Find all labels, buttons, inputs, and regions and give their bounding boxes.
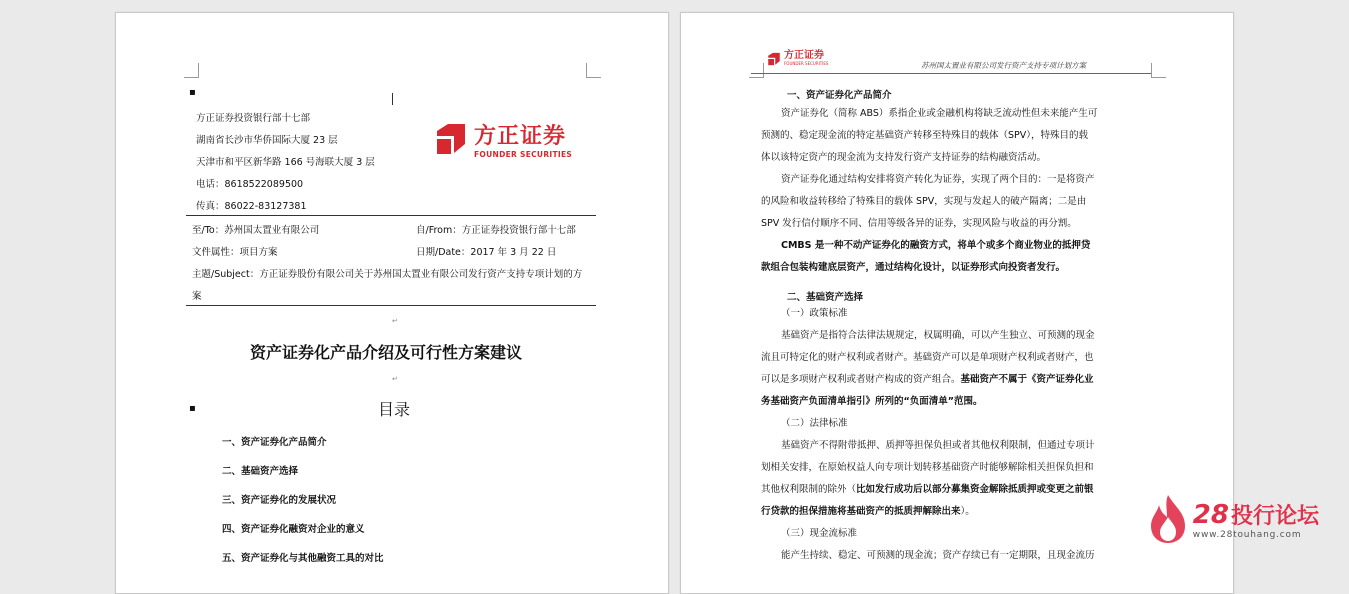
memo-subject-line-2: 案 [192, 291, 202, 302]
body-paragraph-asset-selection [761, 303, 1095, 567]
memo-subject-line-1: 主题/Subject：方正证券股份有限公司关于苏州国太置业有限公司发行资产支持专项计划的方 [192, 269, 583, 280]
paragraph-mark: ↵ [392, 375, 398, 383]
text-line: CMBS 是一种不动产证券化的融资方式，将单个或多个商业物业的抵押贷 [781, 240, 1091, 251]
document-page-1[interactable] [115, 12, 669, 594]
header-logo-cn: 方正证券 [784, 50, 824, 61]
letterhead-divider [186, 215, 596, 216]
text-span: 其他权利限制的除外（ [761, 484, 857, 495]
running-header-text: 苏州国太置业有限公司发行资产支持专项计划方案 [921, 61, 1086, 70]
memo-date: 日期/Date：2017 年 3 月 22 日 [416, 247, 557, 258]
paragraph-bullet: ▪ [189, 403, 196, 414]
section-heading-1: 一、资产证券化产品简介 [787, 90, 892, 101]
text-span: 可以是多项财产权利或者财产构成的资产组合。 [761, 374, 961, 385]
flame-logo-icon [1147, 493, 1189, 545]
watermark-title: 投行论坛 [1230, 503, 1319, 529]
letterhead-line-1: 方正证券投资银行部十七部 [196, 113, 311, 124]
crop-mark-top-left [749, 63, 764, 78]
toc-item[interactable]: 二、基础资产选择 [222, 466, 299, 477]
watermark-number: 28 [1192, 499, 1229, 530]
text-span-bold: 基础资产不属于《资产证券化业 [960, 374, 1094, 385]
header-logo-en: FOUNDER SECURITIES [784, 61, 829, 66]
text-line: 款组合包装构建底层资产，通过结构化设计，以证券形式向投资者发行。 [761, 262, 1066, 273]
crop-mark-top-right [586, 63, 601, 78]
toc-title: 目录 [378, 400, 411, 419]
text-cursor [392, 93, 393, 105]
text-line: 务基础资产负面清单指引》所列的“负面清单”范围。 [761, 396, 983, 407]
text-span-bold: 比如发行成功后以部分募集资金解除抵质押或变更之前银 [856, 484, 1094, 495]
crop-mark-top-right [1151, 63, 1166, 78]
text-line: 资产证券化（简称 ABS）系指企业或金融机构将缺乏流动性但未来能产生可 [781, 108, 1098, 119]
founder-securities-logo [434, 119, 572, 159]
memo-divider [186, 305, 596, 306]
subheading: （二）法律标准 [781, 418, 848, 429]
memo-file-attribute: 文件属性：项目方案 [192, 247, 278, 258]
subheading: （三）现金流标准 [781, 528, 858, 539]
paragraph-bullet: ▪ [189, 87, 196, 98]
logo-english-name: FOUNDER SECURITIES [474, 150, 573, 159]
header-logo [767, 51, 828, 66]
crop-mark-top-left [184, 63, 199, 78]
text-line: 的风险和收益转移给了特殊目的载体 SPV，实现与发起人的破产隔离；二是由 [761, 196, 1087, 207]
toc-item[interactable]: 四、资产证券化融资对企业的意义 [222, 524, 365, 535]
letterhead-line-5: 传真：86022-83127381 [196, 201, 307, 212]
memo-to: 至/To：苏州国太置业有限公司 [192, 225, 320, 236]
paragraph-mark: ↵ [392, 317, 398, 325]
letterhead-line-4: 电话：8618522089500 [196, 179, 304, 190]
section-heading-2: 二、基础资产选择 [787, 292, 864, 303]
subheading: （一）政策标准 [781, 308, 848, 319]
toc-item[interactable]: 一、资产证券化产品简介 [222, 437, 327, 448]
text-span: ）。 [960, 506, 975, 517]
watermark-28touhang [1147, 493, 1319, 545]
toc-item[interactable]: 三、资产证券化的发展状况 [222, 495, 337, 506]
body-paragraph-abs-definition [761, 103, 1097, 279]
text-line: 流且可特定化的财产权利或者财产。基础资产可以是单项财产权利或者财产，也 [761, 352, 1094, 363]
logo-chinese-name: 方正证券 [474, 124, 567, 149]
header-rule [751, 73, 1151, 74]
text-line: 基础资产是指符合法律法规规定，权属明确，可以产生独立、可预测的现金 [781, 330, 1095, 341]
memo-from: 自/From：方正证券投资银行部十七部 [416, 225, 576, 236]
text-line: 预测的、稳定现金流的特定基础资产转移至特殊目的载体（SPV），特殊目的载 [761, 130, 1089, 141]
toc-item[interactable]: 五、资产证券化与其他融资工具的对比 [222, 553, 384, 564]
text-span-bold: 行贷款的担保措施将基础资产的抵质押解除出来 [761, 506, 961, 517]
founder-logo-mark-icon [434, 122, 468, 156]
letterhead-line-3: 天津市和平区新华路 166 号海联大厦 3 层 [196, 157, 375, 168]
text-line: SPV 发行信付顺序不同、信用等级各异的证券，实现风险与收益的再分割。 [761, 218, 1077, 229]
letterhead-line-2: 湖南省长沙市华侨国际大厦 23 层 [196, 135, 338, 146]
text-line: 能产生持续、稳定、可预测的现金流；资产存续已有一定期限，且现金流历 [781, 550, 1095, 561]
text-line: 基础资产不得附带抵押、质押等担保负担或者其他权利限制，但通过专项计 [781, 440, 1095, 451]
document-title: 资产证券化产品介绍及可行性方案建议 [250, 343, 523, 362]
text-line: 体以该特定资产的现金流为支持发行资产支持证券的结构融资活动。 [761, 152, 1047, 163]
founder-logo-mark-icon [767, 52, 781, 66]
text-line: 划相关安排，在原始权益人向专项计划转移基础资产时能够解除相关担保负担和 [761, 462, 1094, 473]
text-line: 资产证券化通过结构安排将资产转化为证券，实现了两个目的：一是将资产 [781, 174, 1095, 185]
watermark-url: www.28touhang.com [1192, 529, 1302, 540]
